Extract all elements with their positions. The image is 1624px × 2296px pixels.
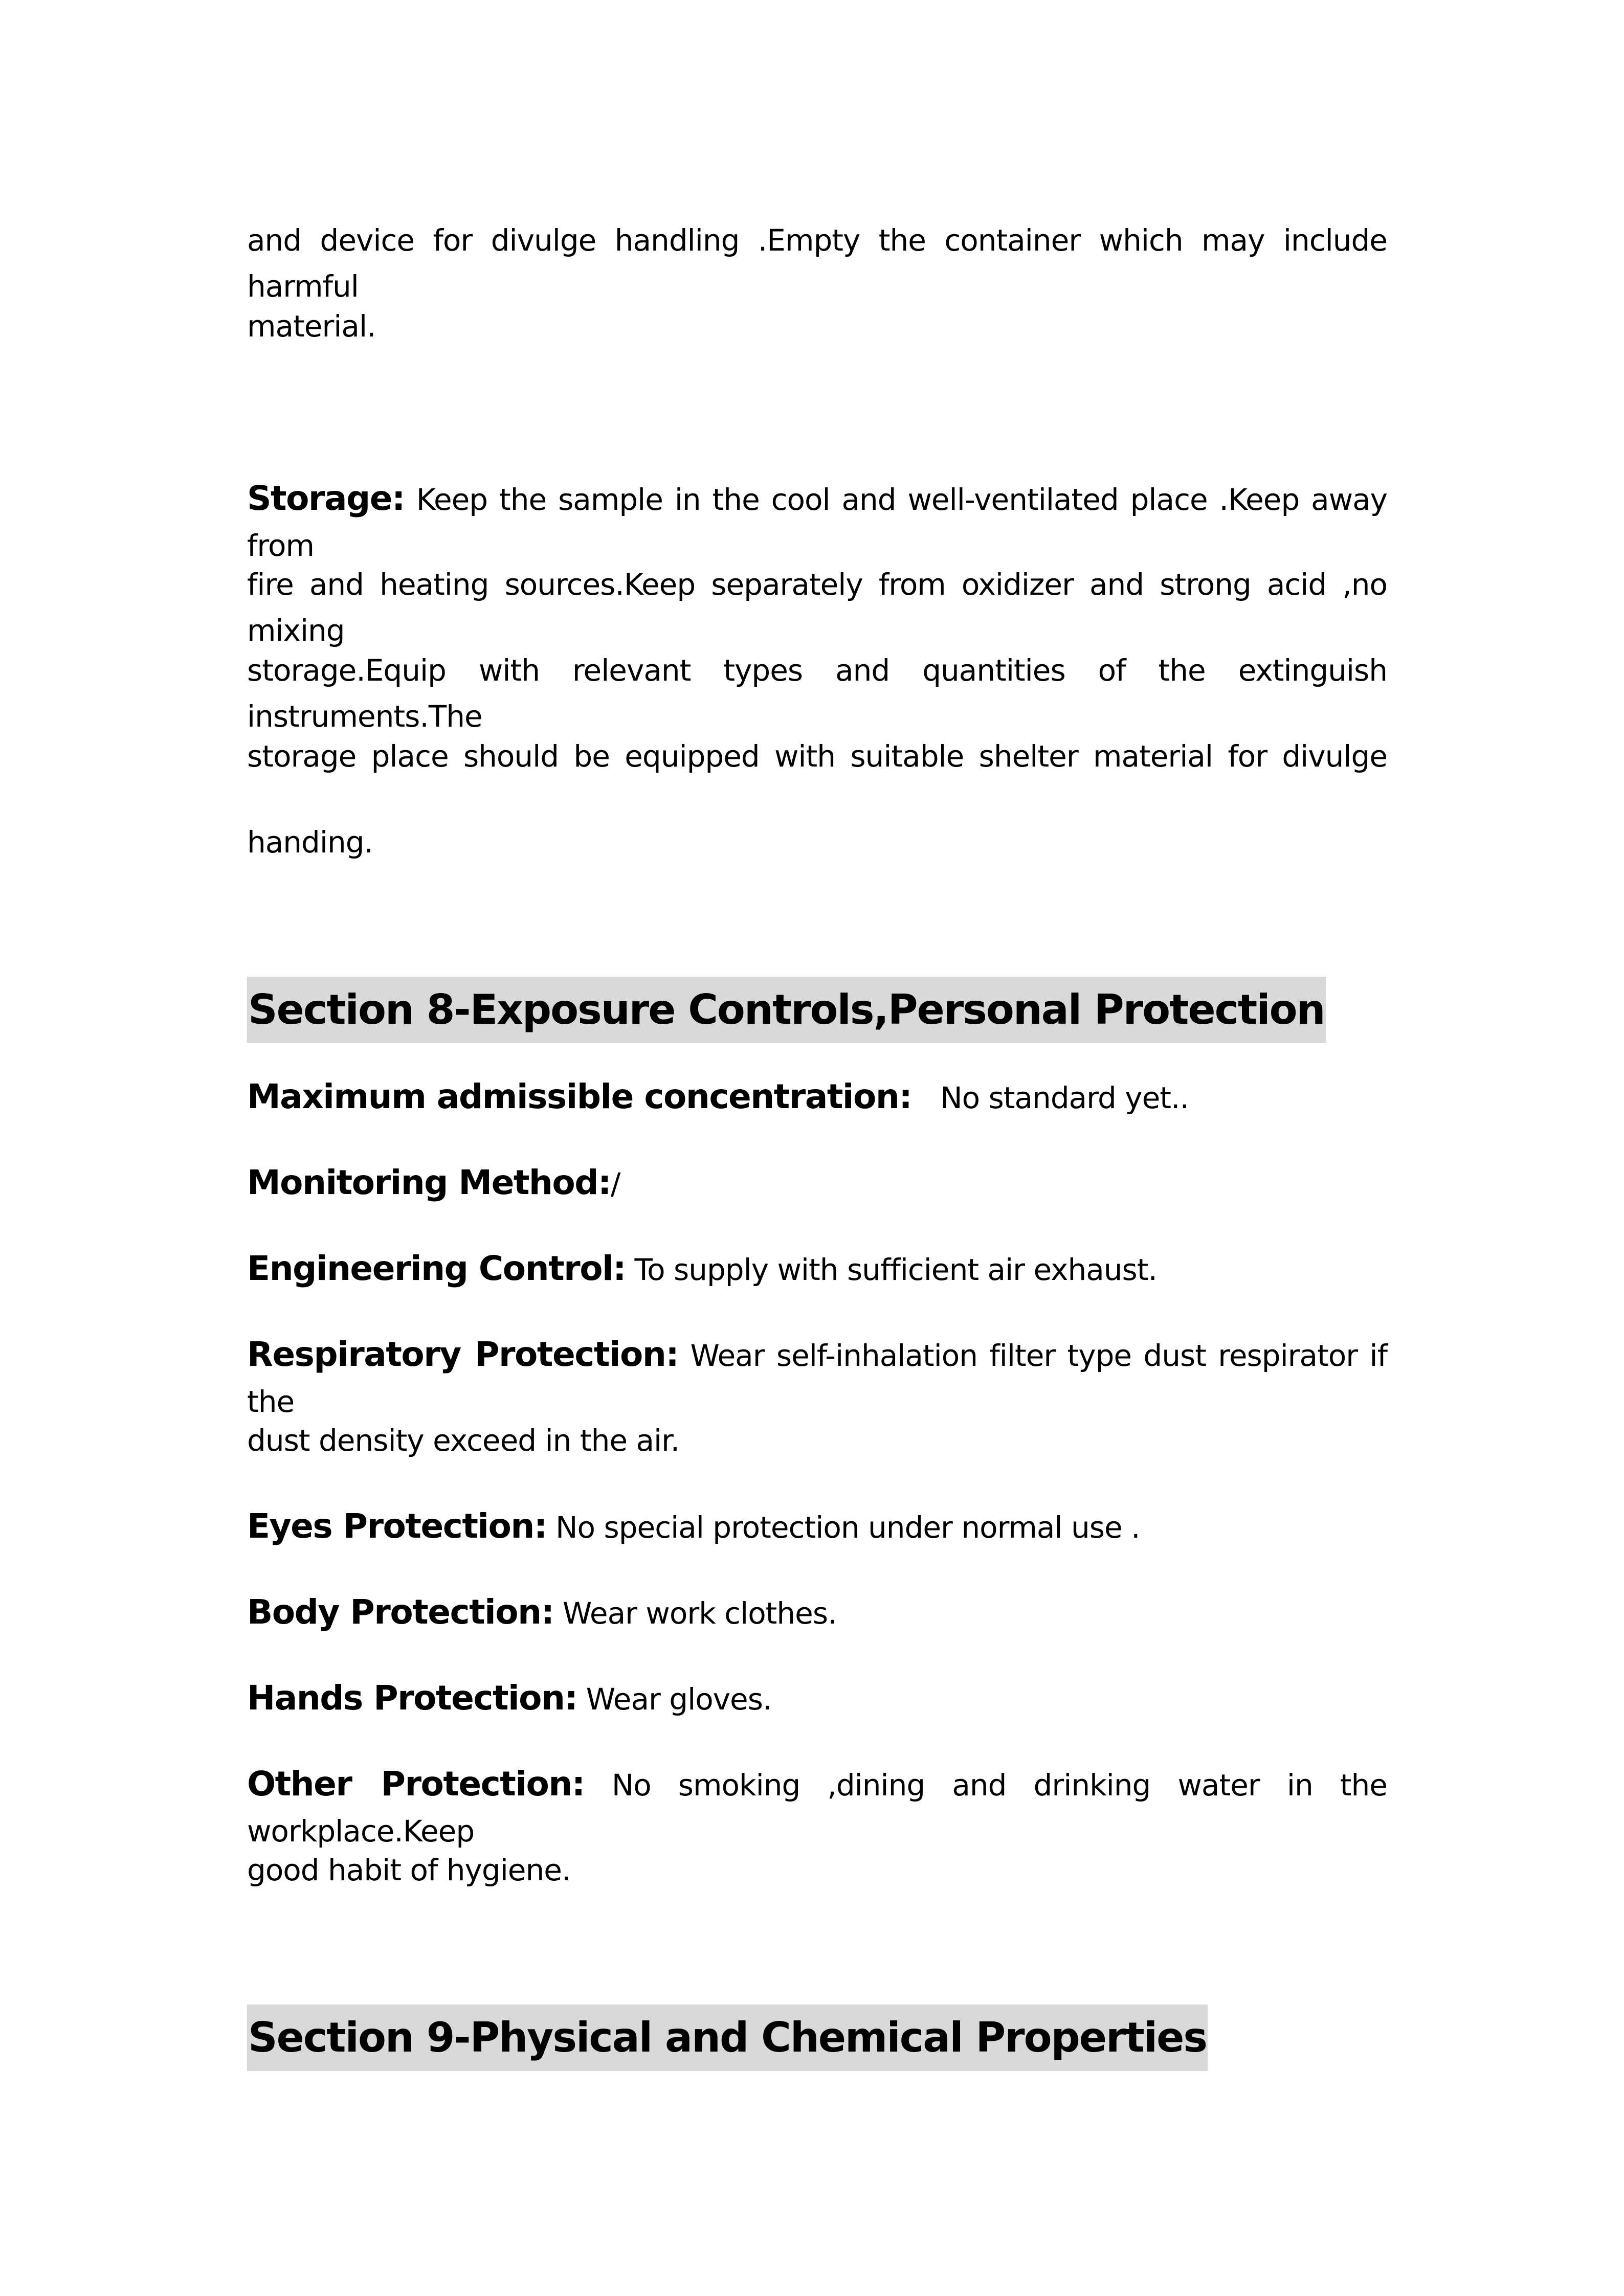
section-8-heading: Section 8-Exposure Controls,Personal Protection <box>247 977 1326 1043</box>
item-value: No standard yet.. <box>940 1081 1189 1115</box>
item-value: / <box>610 1166 620 1201</box>
item-engineering-control <box>247 1246 1387 1293</box>
continuation-text-1: and device for divulge handling .Empty the container which may include harmful <box>247 223 1387 304</box>
item-label: Respiratory Protection: <box>247 1335 679 1374</box>
storage-text-3: storage.Equip with relevant types and quantities of the extinguish instruments.The <box>247 653 1387 734</box>
item-eyes-protection <box>247 1503 1387 1550</box>
item-max-concentration <box>247 1074 1387 1121</box>
continuation-text-2: material. <box>247 309 376 344</box>
item-other-protection-continuation <box>247 1847 1387 1893</box>
storage-line-3 <box>247 647 1387 739</box>
storage-text-5: handing. <box>247 825 373 860</box>
item-value: No smoking ,dining and drinking water in the workplace.Keep <box>247 1768 1387 1849</box>
item-value: Wear work clothes. <box>553 1596 837 1631</box>
storage-line-5 <box>247 819 1387 865</box>
item-value-continuation: good habit of hygiene. <box>247 1853 571 1887</box>
item-other-protection <box>247 1761 1387 1854</box>
continuation-line-2 <box>247 303 1387 349</box>
storage-line-2 <box>247 561 1387 654</box>
item-hands-protection <box>247 1675 1387 1722</box>
item-label: Monitoring Method: <box>247 1163 611 1202</box>
continuation-line-1 <box>247 217 1387 309</box>
section-9-heading: Section 9-Physical and Chemical Properties <box>247 2005 1208 2071</box>
storage-text-1: Keep the sample in the cool and well-ventilated place .Keep away from <box>247 482 1387 563</box>
item-label: Hands Protection: <box>247 1678 577 1718</box>
item-body-protection <box>247 1589 1387 1636</box>
item-label: Engineering Control: <box>247 1249 626 1288</box>
item-value: Wear gloves. <box>577 1682 772 1717</box>
item-respiratory-protection-continuation <box>247 1417 1387 1464</box>
storage-text-4: storage place should be equipped with suitable shelter material for divulge <box>247 739 1387 774</box>
item-value: No special protection under normal use . <box>546 1510 1140 1545</box>
storage-line-4 <box>247 733 1387 779</box>
storage-label: Storage: <box>247 479 405 518</box>
item-monitoring-method <box>247 1160 1387 1207</box>
item-label: Other Protection: <box>247 1764 585 1804</box>
item-value: Wear self-inhalation filter type dust respirator if the <box>247 1338 1387 1419</box>
storage-text-2: fire and heating sources.Keep separately from oxidizer and strong acid ,no mixing <box>247 567 1387 648</box>
item-value-continuation: dust density exceed in the air. <box>247 1423 680 1458</box>
item-label: Eyes Protection: <box>247 1506 547 1546</box>
item-respiratory-protection <box>247 1332 1387 1425</box>
storage-line-1 <box>247 476 1387 569</box>
item-label: Maximum admissible concentration: <box>247 1077 912 1116</box>
item-value: To supply with sufficient air exhaust. <box>626 1252 1157 1287</box>
item-label: Body Protection: <box>247 1592 554 1632</box>
